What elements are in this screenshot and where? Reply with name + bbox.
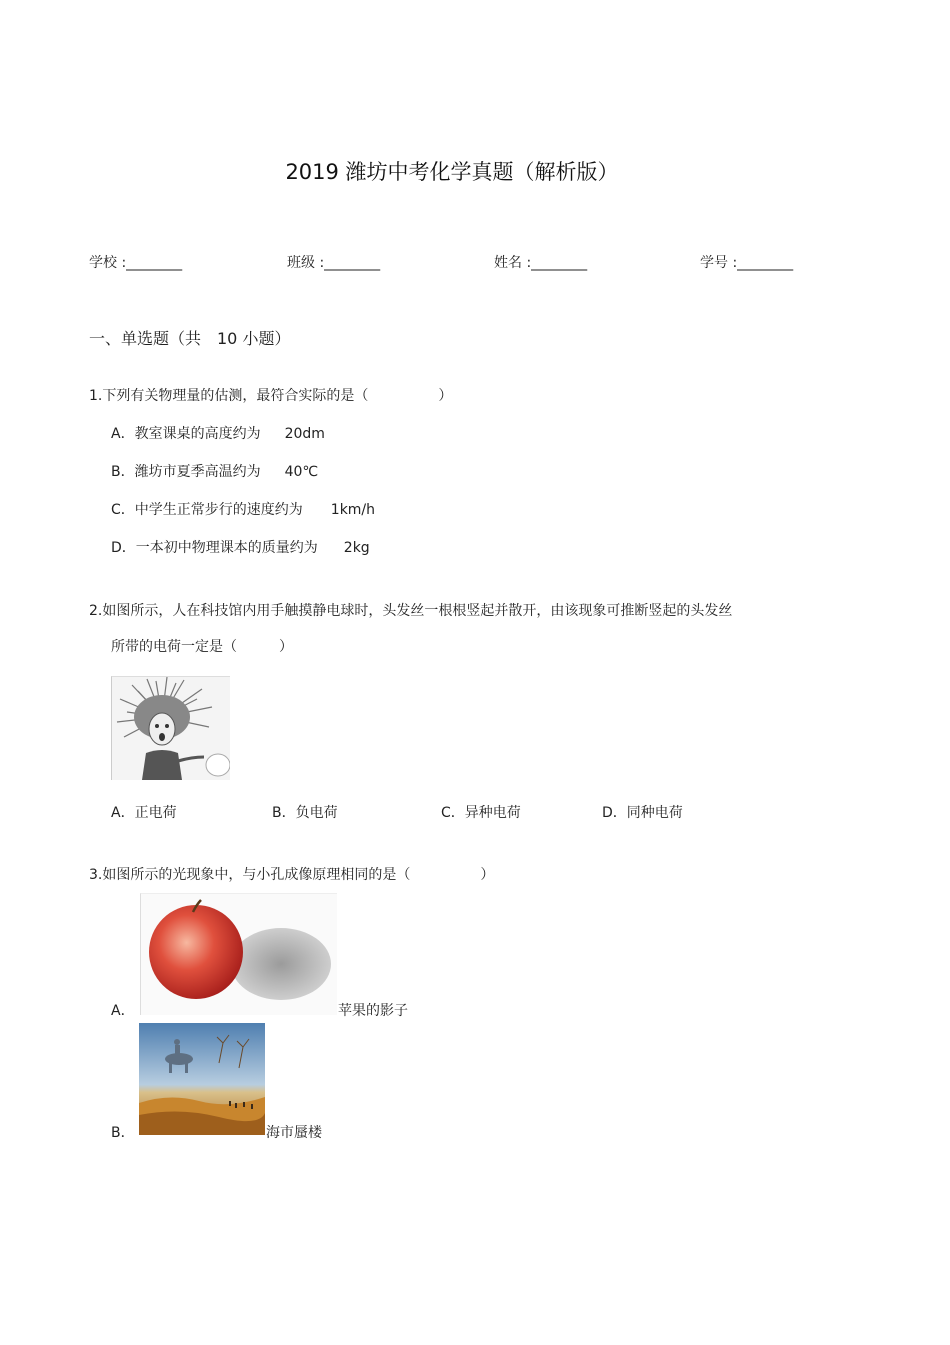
- name-field: 姓名 :________: [494, 255, 588, 271]
- question-2-stem-line-1: 2.如图所示，人在科技馆内用手触摸静电球时，头发丝一根根竖起并散开，由该现象可推断竖起的头发丝: [89, 603, 733, 619]
- option-c-text: C．中学生正常步行的速度约为: [111, 502, 303, 518]
- question-1-option-d: [111, 537, 370, 557]
- option-b-text: B．潍坊市夏季高温约为: [111, 464, 261, 480]
- option-b-value: 40℃: [284, 464, 319, 480]
- static-electricity-image: [111, 676, 230, 780]
- option-d-value: 2kg: [343, 540, 370, 556]
- question-1-stem: 1.下列有关物理量的估测，最符合实际的是（ ）: [89, 388, 453, 404]
- option-d-text: D．一本初中物理课本的质量约为: [111, 540, 318, 556]
- school-field: 学校 :________: [89, 255, 183, 271]
- question-3-option-b-label: B．: [111, 1125, 135, 1141]
- question-2-option-c: C．异种电荷: [441, 805, 521, 821]
- option-a-text: A．教室课桌的高度约为: [111, 426, 261, 442]
- section-heading: 一、单选题（共 10 小题）: [89, 329, 291, 348]
- number-field: 学号 :________: [700, 255, 794, 271]
- mirage-figure: [139, 1023, 265, 1135]
- page-title: 2019 潍坊中考化学真题（解析版）: [285, 160, 619, 184]
- question-2-option-a: A．正电荷: [111, 805, 177, 821]
- static-electricity-figure: [112, 677, 230, 780]
- question-1-option-b: [111, 461, 318, 481]
- class-field: 班级 :________: [287, 255, 381, 271]
- apple-shadow-figure: [141, 894, 337, 1015]
- apple-shadow-image: [140, 893, 337, 1015]
- question-3-option-b-caption: 海市蜃楼: [266, 1125, 322, 1141]
- option-a-value: 20dm: [284, 426, 325, 442]
- question-3-option-a-caption: 苹果的影子: [338, 1003, 408, 1019]
- question-3-stem: 3.如图所示的光现象中，与小孔成像原理相同的是（ ）: [89, 867, 495, 883]
- question-1-option-a: [111, 423, 325, 443]
- question-2-stem-line-2: 所带的电荷一定是（ ）: [111, 639, 293, 655]
- question-1-option-c: [111, 499, 375, 519]
- question-2-option-d: D．同种电荷: [602, 805, 683, 821]
- question-3-option-a-label: A．: [111, 1003, 135, 1019]
- option-c-value: 1km/h: [330, 502, 376, 518]
- question-2-option-b: B．负电荷: [272, 805, 338, 821]
- mirage-image: [139, 1023, 265, 1135]
